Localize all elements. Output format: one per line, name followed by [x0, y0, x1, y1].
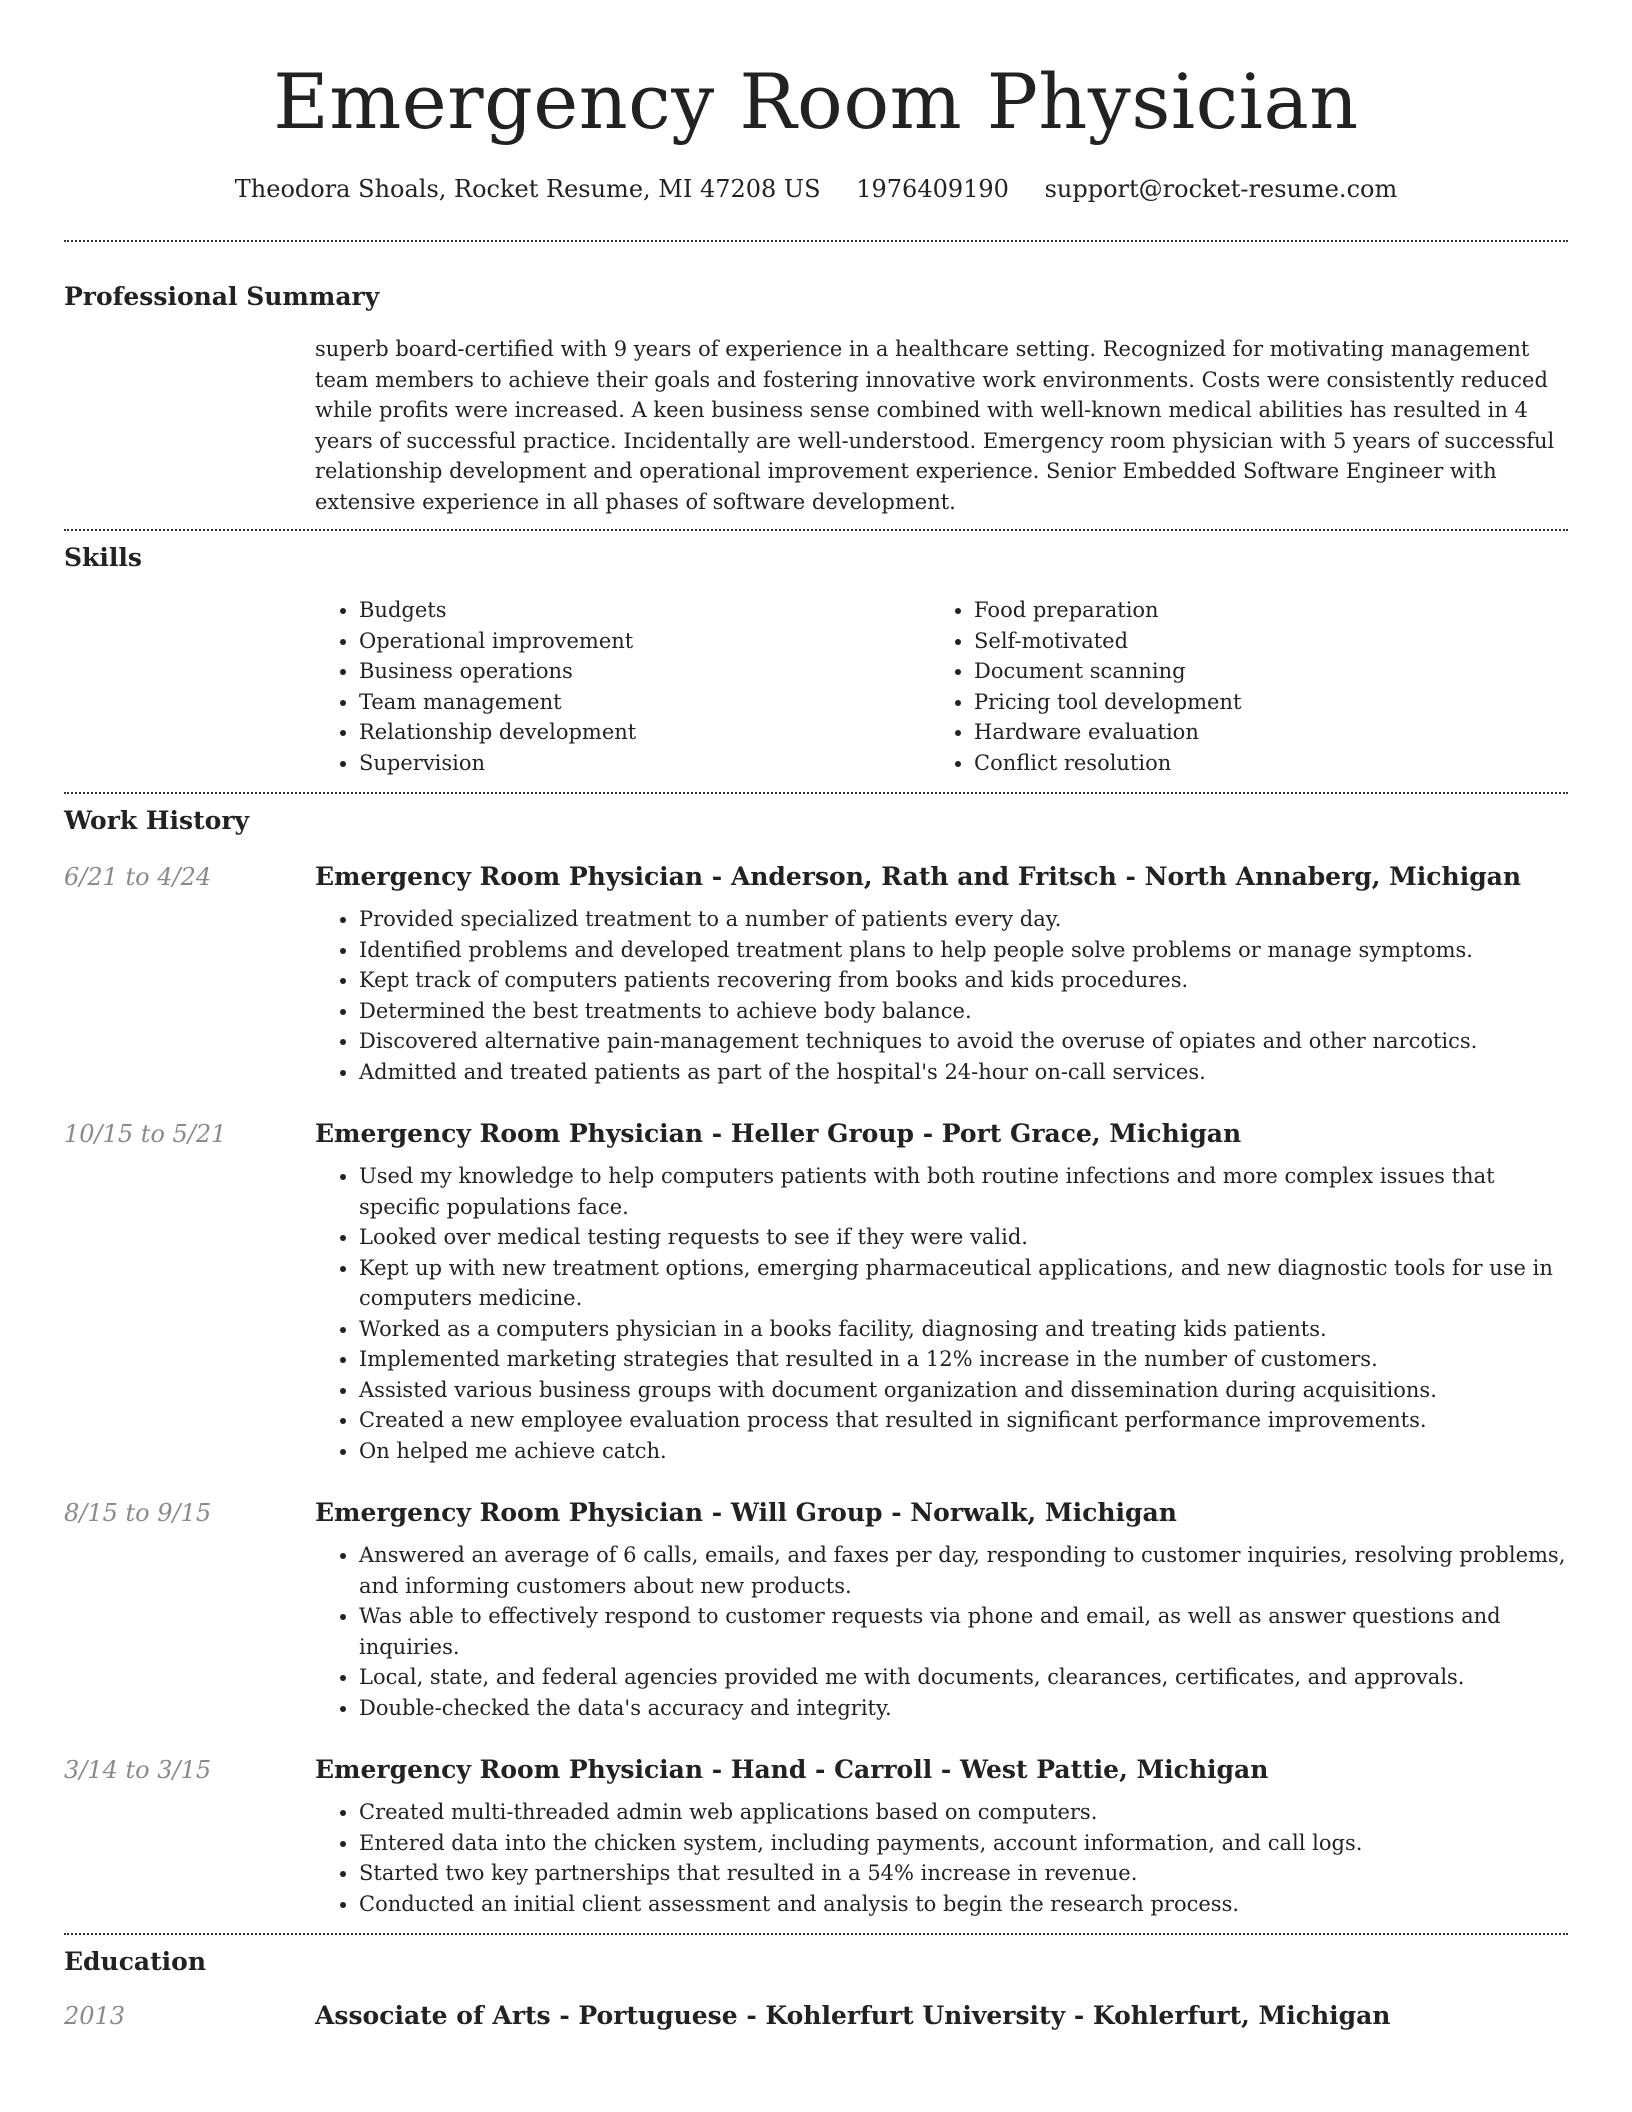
job-title: Emergency Room Physician - Hand - Carroll - West Pattie, Michigan	[315, 1755, 1269, 1784]
summary-text: superb board-certified with 9 years of experience in a healthcare setting. Recognized for motivating management team members to achieve their goals and fostering innovative work environments. Costs were consistently reduced while profits were increased. A keen business sense combined with well-known medical abilities has resulted in 4 years of successful practice. Incidentally are well-understood. Emergency room physician with 5 years of successful relationship development and operational improvement experience. Senior Embedded Software Engineer with extensive experience in all phases of software development.	[315, 337, 1555, 514]
job-dates: 8/15 to 9/15	[64, 1499, 212, 1527]
job-bullet: • Provided specialized treatment to a number of patients every day.	[359, 904, 1568, 935]
contact-email: support@rocket-resume.com	[1044, 175, 1398, 203]
skills-heading: Skills	[64, 543, 142, 572]
divider	[64, 792, 1568, 794]
education-title: Associate of Arts - Portuguese - Kohlerfurt University - Kohlerfurt, Michigan	[315, 2001, 1391, 2030]
skill-item: • Budgets	[359, 595, 930, 626]
job-bullet: • Conducted an initial client assessment and analysis to begin the research process.	[359, 1889, 1568, 1920]
job-bullet: • Local, state, and federal agencies provided me with documents, clearances, certificates, and approvals.	[359, 1662, 1568, 1693]
education-year: 2013	[64, 2002, 126, 2030]
contact-phone: 1976409190	[856, 175, 1009, 203]
job-bullet: • Was able to effectively respond to customer requests via phone and email, as well as answer questions and inquiries.	[359, 1601, 1568, 1662]
job-bullet: • Admitted and treated patients as part of the hospital's 24-hour on-call services.	[359, 1057, 1568, 1088]
resume-title: Emergency Room Physician	[273, 57, 1359, 146]
skill-item: • Supervision	[359, 748, 930, 779]
divider	[64, 240, 1568, 242]
job-entry	[64, 1117, 1568, 1466]
skill-item: • Self-motivated	[974, 626, 1545, 657]
skills-list-left	[315, 595, 930, 778]
job-bullets	[315, 1540, 1568, 1723]
skill-item: • Relationship development	[359, 717, 930, 748]
job-entry	[64, 1496, 1568, 1723]
job-title: Emergency Room Physician - Anderson, Rath and Fritsch - North Annaberg, Michigan	[315, 862, 1522, 891]
skill-item: • Team management	[359, 687, 930, 718]
education-section	[64, 1945, 1568, 2033]
job-bullet: • On helped me achieve catch.	[359, 1436, 1568, 1467]
job-bullet: • Kept up with new treatment options, emerging pharmaceutical applications, and new diagnostic tools for use in computers medicine.	[359, 1253, 1568, 1314]
skill-item: • Pricing tool development	[974, 687, 1545, 718]
job-bullet: • Determined the best treatments to achieve body balance.	[359, 996, 1568, 1027]
resume-page	[64, 0, 1568, 2033]
education-heading: Education	[64, 1947, 207, 1976]
contact-address: Theodora Shoals, Rocket Resume, MI 47208 US	[234, 175, 821, 203]
contact-line	[64, 172, 1568, 206]
job-bullets	[315, 1161, 1568, 1466]
summary-section	[64, 280, 1568, 517]
job-bullet: • Worked as a computers physician in a books facility, diagnosing and treating kids patients.	[359, 1314, 1568, 1345]
skill-item: • Conflict resolution	[974, 748, 1545, 779]
job-bullet: • Used my knowledge to help computers patients with both routine infections and more complex issues that specific populations face.	[359, 1161, 1568, 1222]
job-bullet: • Assisted various business groups with document organization and dissemination during acquisitions.	[359, 1375, 1568, 1406]
work-section	[64, 804, 1568, 1919]
job-title: Emergency Room Physician - Heller Group - Port Grace, Michigan	[315, 1119, 1242, 1148]
job-bullet: • Double-checked the data's accuracy and integrity.	[359, 1693, 1568, 1724]
job-bullet: • Created a new employee evaluation process that resulted in significant performance improvements.	[359, 1405, 1568, 1436]
job-entry	[64, 860, 1568, 1087]
skills-section	[64, 541, 1568, 778]
summary-heading: Professional Summary	[64, 282, 380, 311]
job-bullet: • Answered an average of 6 calls, emails, and faxes per day, responding to customer inquiries, resolving problems, and informing customers about new products.	[359, 1540, 1568, 1601]
job-dates: 10/15 to 5/21	[64, 1120, 227, 1148]
job-bullet: • Discovered alternative pain-management techniques to avoid the overuse of opiates and other narcotics.	[359, 1026, 1568, 1057]
education-entry	[64, 1999, 1568, 2033]
job-bullet: • Implemented marketing strategies that resulted in a 12% increase in the number of customers.	[359, 1344, 1568, 1375]
job-dates: 6/21 to 4/24	[64, 863, 212, 891]
job-bullet: • Started two key partnerships that resulted in a 54% increase in revenue.	[359, 1858, 1568, 1889]
job-entry	[64, 1753, 1568, 1919]
work-heading: Work History	[64, 806, 250, 835]
job-title: Emergency Room Physician - Will Group - Norwalk, Michigan	[315, 1498, 1177, 1527]
job-bullets	[315, 1797, 1568, 1919]
job-dates: 3/14 to 3/15	[64, 1756, 212, 1784]
job-bullets	[315, 904, 1568, 1087]
skill-item: • Business operations	[359, 656, 930, 687]
job-bullet: • Identified problems and developed treatment plans to help people solve problems or manage symptoms.	[359, 935, 1568, 966]
skills-list-right	[930, 595, 1545, 778]
divider	[64, 1933, 1568, 1935]
skill-item: • Operational improvement	[359, 626, 930, 657]
skill-item: • Food preparation	[974, 595, 1545, 626]
job-bullet: • Created multi-threaded admin web applications based on computers.	[359, 1797, 1568, 1828]
skill-item: • Hardware evaluation	[974, 717, 1545, 748]
job-bullet: • Entered data into the chicken system, including payments, account information, and call logs.	[359, 1828, 1568, 1859]
skill-item: • Document scanning	[974, 656, 1545, 687]
job-bullet: • Looked over medical testing requests to see if they were valid.	[359, 1222, 1568, 1253]
job-bullet: • Kept track of computers patients recovering from books and kids procedures.	[359, 965, 1568, 996]
divider	[64, 529, 1568, 531]
